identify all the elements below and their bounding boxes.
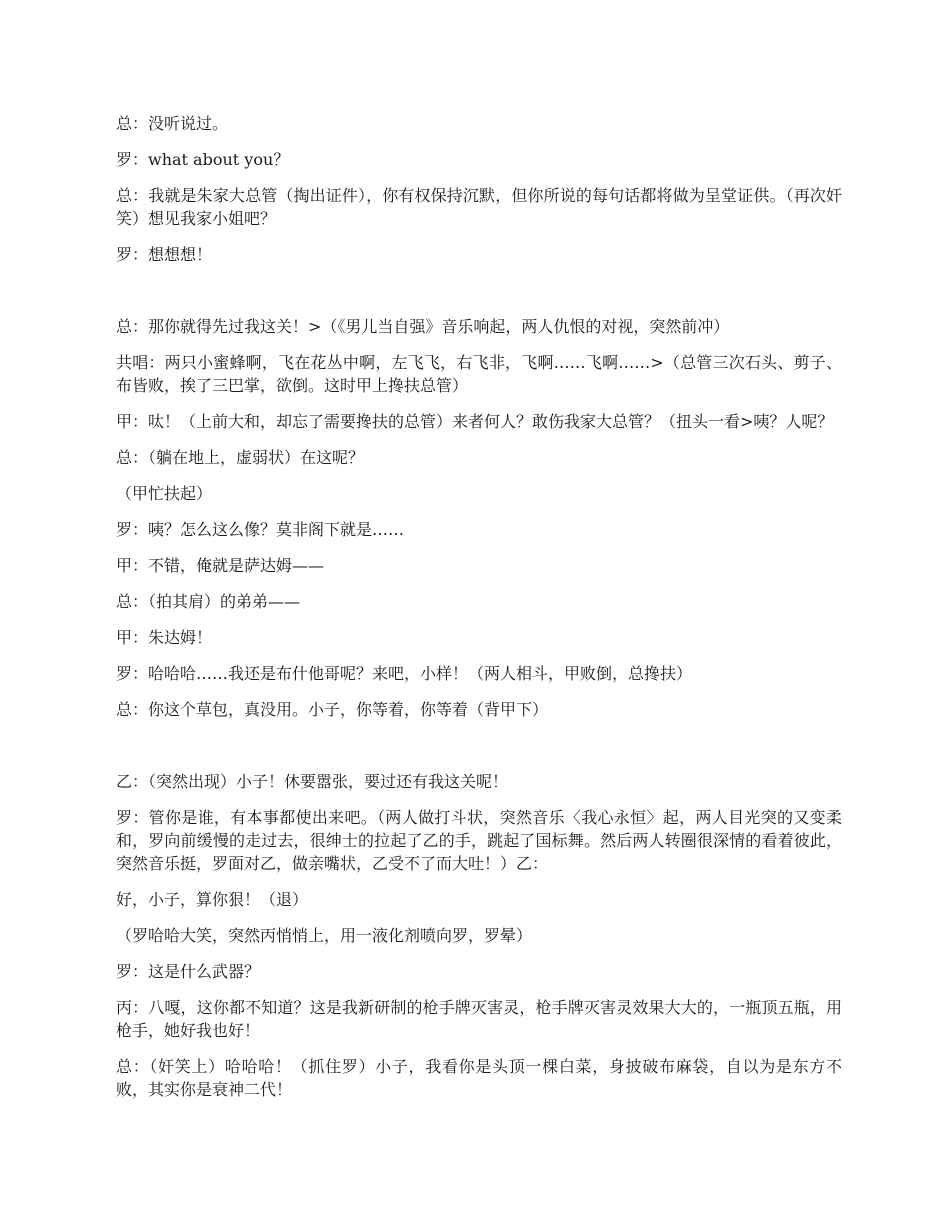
dialogue-line: 总：（拍其肩）的弟弟—— xyxy=(116,592,301,611)
script-document xyxy=(116,112,842,1114)
dialogue-line: 罗：这是什么武器？ xyxy=(116,962,261,981)
dialogue-line: 甲：呔！（上前大和，却忘了需要搀扶的总管）来者何人？敢伤我家大总管？（扭头一看>咦？人呢？ xyxy=(116,412,834,431)
dialogue-line: 罗：想想想！ xyxy=(116,245,213,264)
dialogue-line: 罗：哈哈哈……我还是布什他哥呢？来吧，小样！（两人相斗，甲败倒，总搀扶） xyxy=(116,664,693,683)
dialogue-line: 甲：不错，俺就是萨达姆—— xyxy=(116,556,325,575)
dialogue-line: 总：你这个草包，真没用。小子，你等着，你等着（背甲下） xyxy=(116,700,549,719)
stage-direction: （甲忙扶起） xyxy=(116,484,213,503)
dialogue-line: 总：那你就得先过我这关！>（《男儿当自强》音乐响起，两人仇恨的对视，突然前冲） xyxy=(116,317,730,336)
dialogue-line: 乙：（突然出现）小子！休要嚣张，要过还有我这关呢！ xyxy=(116,772,509,791)
dialogue-line: 罗：咦？怎么这么像？莫非阁下就是…… xyxy=(116,520,405,539)
section-gap xyxy=(116,279,842,315)
stage-direction: （罗哈哈大笑，突然丙悄悄上，用一液化剂喷向罗，罗晕） xyxy=(116,926,533,945)
dialogue-line: 总：我就是朱家大总管（掏出证件），你有权保持沉默，但你所说的每句话都将做为呈堂证供。（再次奸笑）想见我家小姐吧？ xyxy=(116,186,842,228)
section-gap xyxy=(116,734,842,770)
dialogue-line: 罗：管你是谁，有本事都使出来吧。（两人做打斗状，突然音乐〈我心永恒〉起，两人目光突的又变柔和，罗向前缓慢的走过去，很绅士的拉起了乙的手，跳起了国标舞。然后两人转圈很深情的看着彼此，突然音乐挺，罗面对乙，做亲嘴状，乙受不了而大吐！）乙： xyxy=(116,808,842,873)
dialogue-line: 总：（躺在地上，虚弱状）在这呢？ xyxy=(116,448,365,467)
dialogue-line: 罗：what about you？ xyxy=(116,150,290,169)
dialogue-line: 总：没听说过。 xyxy=(116,114,229,133)
dialogue-line: 共唱：两只小蜜蜂啊，飞在花丛中啊，左飞飞，右飞非，飞啊……飞啊……>（总管三次石头、剪子、布皆败，挨了三巴掌，欲倒。这时甲上搀扶总管） xyxy=(116,353,842,395)
dialogue-line: 丙：八嘎，这你都不知道？这是我新研制的枪手牌灭害灵，枪手牌灭害灵效果大大的，一瓶顶五瓶，用枪手，她好我也好！ xyxy=(116,998,842,1040)
dialogue-line: 好，小子，算你狠！（退） xyxy=(116,890,309,909)
dialogue-line: 总：（奸笑上）哈哈哈！（抓住罗）小子，我看你是头顶一棵白菜，身披破布麻袋，自以为是东方不败，其实你是衰神二代！ xyxy=(116,1057,842,1099)
dialogue-line: 甲：朱达姆！ xyxy=(116,628,213,647)
